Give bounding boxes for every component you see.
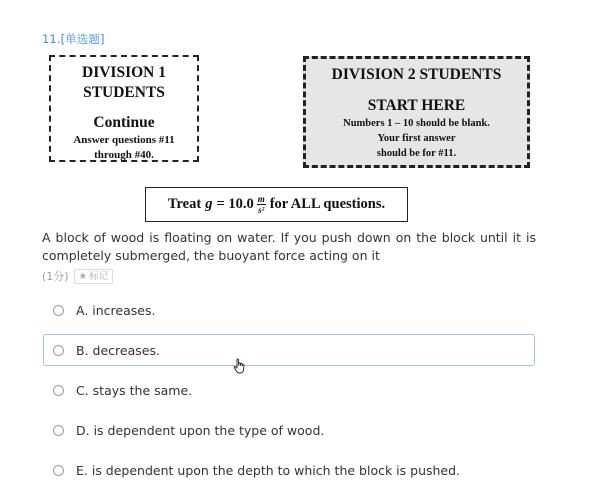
mark-button[interactable] bbox=[74, 269, 114, 284]
option-label: E. is dependent upon the depth to which the block is pushed. bbox=[76, 462, 461, 478]
division1-continue: Continue bbox=[93, 114, 155, 131]
question-header: 11.[单选题] bbox=[42, 32, 105, 46]
radio-icon[interactable] bbox=[53, 305, 64, 316]
mark-label: 标记 bbox=[89, 270, 109, 282]
option-c[interactable] bbox=[43, 374, 535, 406]
gravity-unit bbox=[257, 194, 266, 215]
division1-notice bbox=[49, 55, 199, 162]
option-a[interactable] bbox=[43, 294, 535, 326]
gravity-variable: g bbox=[205, 196, 213, 212]
question-meta bbox=[42, 268, 113, 284]
division2-notice bbox=[303, 56, 530, 168]
gravity-value: = 10.0 bbox=[216, 196, 254, 212]
option-label: A. increases. bbox=[76, 302, 156, 318]
radio-icon[interactable] bbox=[53, 425, 64, 436]
radio-icon[interactable] bbox=[53, 385, 64, 396]
treat-suffix: for ALL questions. bbox=[269, 196, 386, 212]
division1-title: DIVISION 1 bbox=[82, 64, 166, 81]
division1-instruction: Answer questions #11 bbox=[73, 134, 175, 146]
gravity-unit-numerator: m bbox=[257, 194, 265, 204]
star-icon: ★ bbox=[78, 270, 88, 282]
option-label: C. stays the same. bbox=[76, 382, 193, 398]
option-d[interactable] bbox=[43, 414, 535, 446]
option-label: D. is dependent upon the type of wood. bbox=[76, 422, 325, 438]
treat-prefix: Treat bbox=[167, 196, 202, 212]
gravity-constant-box bbox=[145, 187, 408, 222]
option-b[interactable] bbox=[43, 334, 535, 366]
question-score: (1分) bbox=[42, 270, 69, 283]
radio-icon[interactable] bbox=[53, 465, 64, 476]
option-label: B. decreases. bbox=[76, 342, 160, 358]
division2-instruction-blank: Numbers 1 – 10 should be blank. bbox=[343, 118, 490, 129]
option-e[interactable] bbox=[43, 454, 535, 486]
division2-instruction-start: should be for #11. bbox=[376, 148, 457, 159]
division1-students: STUDENTS bbox=[83, 84, 165, 101]
radio-icon[interactable] bbox=[53, 345, 64, 356]
division1-instruction-end: through #40. bbox=[94, 149, 154, 161]
gravity-unit-denominator: s² bbox=[258, 205, 265, 215]
division2-instruction-first: Your first answer bbox=[377, 133, 456, 144]
hand-cursor-icon bbox=[233, 358, 247, 374]
division2-start-here: START HERE bbox=[367, 97, 466, 114]
division2-title: DIVISION 2 STUDENTS bbox=[331, 66, 502, 83]
question-stem: A block of wood is floating on water. If you push down on the block until it is completely submerged, the buoyant force acting on it bbox=[42, 230, 536, 263]
